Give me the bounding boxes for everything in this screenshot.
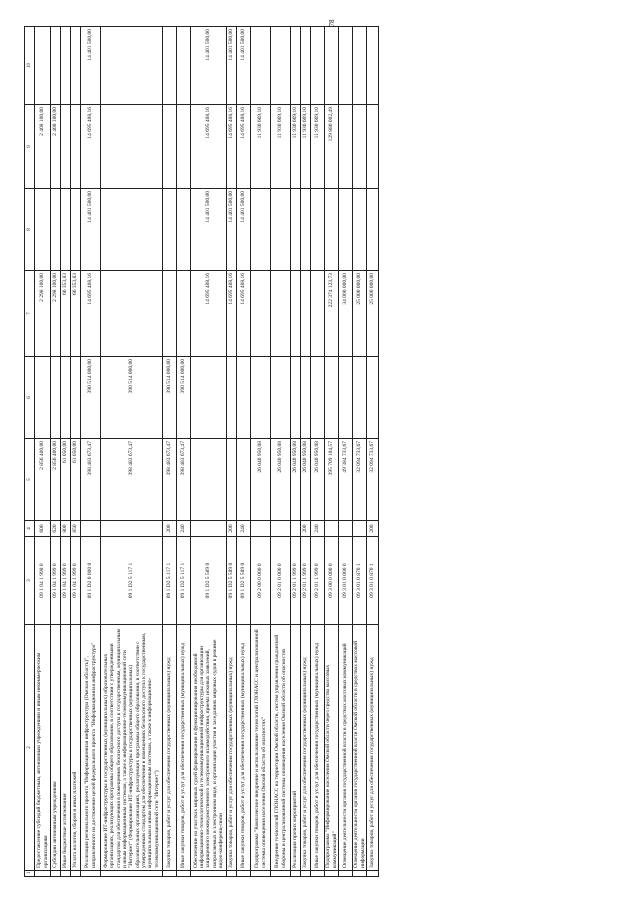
amount-col5 [237, 439, 251, 521]
row-name: Уплата налогов, сборов и иных платежей [71, 625, 81, 871]
amount-col6 [271, 357, 291, 439]
amount-col10 [301, 27, 311, 105]
row-vr [339, 521, 353, 537]
table-row [367, 27, 379, 877]
amount-col5: 26 040 950,08 [271, 439, 291, 521]
table-row [35, 27, 51, 877]
amount-col7 [271, 271, 291, 357]
empty-cell [61, 871, 71, 877]
amount-col6 [339, 357, 353, 439]
row-code: 09 1 D2 5 117 1 [101, 537, 163, 625]
table-row [61, 27, 71, 877]
amount-col8 [101, 189, 163, 271]
table-row [227, 27, 237, 877]
empty-cell [51, 871, 61, 877]
amount-col10 [339, 27, 353, 105]
row-vr: 200 [301, 521, 311, 537]
amount-col9: 2 408 100,00 [35, 105, 51, 189]
row-name: Иные бюджетные ассигнования [61, 625, 71, 871]
amount-col8 [353, 189, 367, 271]
empty-cell [367, 871, 379, 877]
row-vr: 240 [177, 521, 191, 537]
amount-col8 [367, 189, 379, 271]
row-name: Обеспечение на участках мировых судей формирования и функционирования необходимой информационно-технологической и телекоммуникационной инфраструктуры для организации защищенного межведомственного электронного взаимодействия, приема исковых заявлений, направляемых в электронном виде, и организации участия в заседаниях мировых судов в режиме видео-конференц-связи [191, 625, 227, 871]
amount-col7: 2 298 100,00 [51, 271, 61, 357]
empty-cell [271, 871, 291, 877]
row-vr [325, 521, 339, 537]
row-vr: 240 [311, 521, 325, 537]
table-row [101, 27, 163, 877]
col-number: 2 [25, 625, 35, 871]
amount-col9: 2 408 100,00 [51, 105, 61, 189]
amount-col7 [301, 271, 311, 357]
amount-col9: 14 695 408,16 [237, 105, 251, 189]
row-name: Предоставление субсидий бюджетным, автономным учреждениям и иным некоммерческим организациям [35, 625, 51, 871]
row-code: 09 3 01 0 870 1 [367, 537, 379, 625]
row-code: 09 1 D2 0 000 0 [81, 537, 101, 625]
empty-cell [191, 871, 227, 877]
table-row [81, 27, 101, 877]
row-name: Реализация прочих мероприятий [291, 625, 301, 871]
row-code: 09 1 D2 5 117 1 [163, 537, 177, 625]
row-name: Иные закупки товаров, работ и услуг для обеспечения государственных (муниципальных) нужд [237, 625, 251, 871]
amount-col8 [291, 189, 301, 271]
row-vr: 600 [35, 521, 51, 537]
empty-cell [227, 871, 237, 877]
row-name: Закупка товаров, работ и услуг для обеспечения государственных (муниципальных) нужд [227, 625, 237, 871]
amount-col6: 390 514 000,00 [101, 357, 163, 439]
amount-col8 [163, 189, 177, 271]
amount-col5: 26 040 950,08 [311, 439, 325, 521]
amount-col5: 32 094 733,67 [367, 439, 379, 521]
amount-col9: 14 695 408,16 [81, 105, 101, 189]
amount-col10 [325, 27, 339, 105]
amount-col10 [367, 27, 379, 105]
row-vr [291, 521, 301, 537]
table-row [237, 27, 251, 877]
amount-col8: 14 401 500,00 [81, 189, 101, 271]
empty-cell [81, 871, 101, 877]
amount-col10 [101, 27, 163, 105]
amount-col6: 390 514 000,00 [163, 357, 177, 439]
row-code: 09 2 00 0 000 0 [251, 537, 271, 625]
amount-col9 [71, 105, 81, 189]
row-code: 09 1 D2 5 589 0 [237, 537, 251, 625]
row-name: Подпрограмма "Информирование населения Омской области через средства массовых коммуникаций" [325, 625, 339, 871]
amount-col6 [291, 357, 301, 439]
amount-col9: 11 930 669,10 [311, 105, 325, 189]
amount-col7: 222 374 123,73 [325, 271, 339, 357]
amount-col8 [301, 189, 311, 271]
row-vr: 800 [61, 521, 71, 537]
column-number-row [25, 27, 35, 877]
row-code: 09 1 D2 5 589 0 [227, 537, 237, 625]
table-row [163, 27, 177, 877]
row-name: Внедрение технологий ГЛОНАСС на территории Омской области, систем управления гражданской обороны и централизованной системы оповещения населения Омской области об опасностях [271, 625, 291, 871]
table-row [339, 27, 353, 877]
amount-col10 [251, 27, 271, 105]
row-name: Освещение деятельности органов государственной власти Омской области в средствах массовой информации [353, 625, 367, 871]
amount-col5: 398 483 673,47 [101, 439, 163, 521]
table-row [71, 27, 81, 877]
amount-col9 [101, 105, 163, 189]
amount-col9: 14 695 408,16 [227, 105, 237, 189]
table-row [301, 27, 311, 877]
row-vr: 620 [51, 521, 61, 537]
amount-col9: 14 695 408,16 [191, 105, 227, 189]
amount-col8 [177, 189, 191, 271]
amount-col5: 61 050,00 [61, 439, 71, 521]
empty-cell [291, 871, 301, 877]
empty-cell [101, 871, 163, 877]
table-row [353, 27, 367, 877]
amount-col8: 14 401 500,00 [237, 189, 251, 271]
row-name: Формирование ИТ-инфраструктуры в государственных (муниципальных) образовательных организациях, реализующих программы общего образования, в соответствии с утвержденными стандартом для обеспечения в помещениях безопасного доступа к государственным, муниципальным и иным информационным системам, а также к информационно-телекоммуникационной сети "Интернет" (Формирование ИТ-инфраструктуры в государственных (муниципальных) образовательных организациях, реализующих программы общего образования, в соответствии с утвержденным стандартом для обеспечения в помещениях безопасного доступа к государственным, муниципальным и иным информационным системам, а также к информационно-телекоммуникационной сети "Интернет") [101, 625, 163, 871]
empty-cell [311, 871, 325, 877]
amount-col5: 26 040 950,08 [301, 439, 311, 521]
amount-col5: 26 040 950,08 [291, 439, 301, 521]
amount-col10: 14 401 500,00 [81, 27, 101, 105]
budget-table [24, 26, 379, 877]
amount-col10 [35, 27, 51, 105]
amount-col6 [61, 357, 71, 439]
amount-col5: 26 040 950,08 [251, 439, 271, 521]
col-number: 5 [25, 439, 35, 521]
amount-col8 [325, 189, 339, 271]
row-name: Закупка товаров, работ и услуг для обеспечения государственных (муниципальных) нужд [301, 625, 311, 871]
row-name: Освещение деятельности органов государственной власти в средствах массовых коммуникаций [339, 625, 353, 871]
amount-col8 [61, 189, 71, 271]
amount-col10 [291, 27, 301, 105]
col-number: 7 [25, 271, 35, 357]
empty-cell [237, 871, 251, 877]
empty-cell [163, 871, 177, 877]
amount-col5 [227, 439, 237, 521]
row-code: 09 1 D2 5 117 1 [177, 537, 191, 625]
amount-col10 [177, 27, 191, 105]
amount-col5: 398 483 673,47 [163, 439, 177, 521]
amount-col7 [101, 271, 163, 357]
row-vr: 200 [227, 521, 237, 537]
amount-col8: 14 401 500,00 [191, 189, 227, 271]
amount-col10 [271, 27, 291, 105]
row-vr [353, 521, 367, 537]
amount-col10 [71, 27, 81, 105]
amount-col5: 2 856 400,00 [35, 439, 51, 521]
amount-col8 [311, 189, 325, 271]
amount-col9: 11 930 669,10 [251, 105, 271, 189]
col-number: 10 [25, 27, 35, 105]
amount-col8: 14 401 500,00 [227, 189, 237, 271]
table-row [177, 27, 191, 877]
amount-col10: 14 401 500,00 [237, 27, 251, 105]
amount-col6 [227, 357, 237, 439]
amount-col9 [177, 105, 191, 189]
amount-col7: 14 695 408,16 [81, 271, 101, 357]
amount-col6 [353, 357, 367, 439]
row-name: Подпрограмма "Комплексное внедрение и использование технологий ГЛОНАСС и централизованной системы оповещения населения Омской области об опасностях" [251, 625, 271, 871]
amount-col7: 14 695 408,16 [237, 271, 251, 357]
amount-col10 [163, 27, 177, 105]
amount-col7 [311, 271, 325, 357]
col-number: 1 [25, 871, 35, 877]
amount-col7: 34 000 000,00 [339, 271, 353, 357]
amount-col5: 49 384 733,67 [339, 439, 353, 521]
table-row [271, 27, 291, 877]
row-name: Реализация регионального проекта "Информационная инфраструктура (Омская область)", направленного на достижение целей федерального проекта "Информационная инфраструктура" [81, 625, 101, 871]
amount-col10 [51, 27, 61, 105]
amount-col9 [61, 105, 71, 189]
row-vr [251, 521, 271, 537]
empty-cell [325, 871, 339, 877]
row-code: 09 1 04 1 999 0 [51, 537, 61, 625]
amount-col6 [251, 357, 271, 439]
amount-col8 [339, 189, 353, 271]
amount-col8 [271, 189, 291, 271]
empty-cell [35, 871, 51, 877]
row-code: 09 1 04 1 999 0 [61, 537, 71, 625]
amount-col6: 390 514 000,00 [81, 357, 101, 439]
amount-col6 [191, 357, 227, 439]
row-vr [101, 521, 163, 537]
col-number: 9 [25, 105, 35, 189]
amount-col8 [251, 189, 271, 271]
amount-col10 [311, 27, 325, 105]
amount-col6 [367, 357, 379, 439]
amount-col5: 32 094 733,67 [353, 439, 367, 521]
empty-cell [177, 871, 191, 877]
amount-col7: 25 000 000,00 [367, 271, 379, 357]
row-code: 09 1 04 1 998 0 [35, 537, 51, 625]
row-code: 09 3 01 0 870 1 [353, 537, 367, 625]
col-number: 6 [25, 357, 35, 439]
row-vr: 850 [71, 521, 81, 537]
table-body [35, 27, 379, 877]
row-code: 09 2 01 1 999 0 [311, 537, 325, 625]
row-vr [191, 521, 227, 537]
page-number: 78 [328, 19, 336, 27]
amount-col7: 66 353,83 [61, 271, 71, 357]
col-number: 3 [25, 537, 35, 625]
empty-cell [339, 871, 353, 877]
amount-col7 [251, 271, 271, 357]
amount-col6 [325, 357, 339, 439]
amount-col6 [51, 357, 61, 439]
amount-col9 [339, 105, 353, 189]
row-name: Иные закупки товаров, работ и услуг для обеспечения государственных (муниципальных) нужд [311, 625, 325, 871]
col-number: 8 [25, 189, 35, 271]
amount-col9: 11 930 669,10 [301, 105, 311, 189]
amount-col7 [291, 271, 301, 357]
row-vr [271, 521, 291, 537]
row-vr: 240 [237, 521, 251, 537]
row-name: Закупка товаров, работ и услуг для обеспечения государственных (муниципальных) нужд [163, 625, 177, 871]
amount-col7: 14 695 408,16 [227, 271, 237, 357]
row-code: 09 2 01 1 999 0 [291, 537, 301, 625]
amount-col5: 61 050,00 [71, 439, 81, 521]
empty-cell [71, 871, 81, 877]
amount-col10: 14 401 500,00 [191, 27, 227, 105]
col-number: 4 [25, 521, 35, 537]
empty-cell [251, 871, 271, 877]
amount-col7: 14 695 408,16 [191, 271, 227, 357]
table-row [311, 27, 325, 877]
amount-col9 [163, 105, 177, 189]
amount-col7: 2 298 100,00 [35, 271, 51, 357]
table-row [291, 27, 301, 877]
amount-col7: 66 353,83 [71, 271, 81, 357]
amount-col10 [353, 27, 367, 105]
amount-col6 [35, 357, 51, 439]
amount-col10: 14 401 500,00 [227, 27, 237, 105]
row-name: Субсидии автономным учреждениям [51, 625, 61, 871]
amount-col5: 2 856 400,00 [51, 439, 61, 521]
amount-col5: 398 483 673,47 [177, 439, 191, 521]
amount-col9: 11 930 669,10 [271, 105, 291, 189]
amount-col7 [163, 271, 177, 357]
empty-cell [301, 871, 311, 877]
table-row [51, 27, 61, 877]
row-code: 09 3 00 0 000 0 [325, 537, 339, 625]
table-row [191, 27, 227, 877]
amount-col6 [71, 357, 81, 439]
rotated-page [24, 27, 614, 877]
amount-col9: 11 930 669,10 [291, 105, 301, 189]
amount-col9: 129 880 002,49 [325, 105, 339, 189]
row-code: 09 2 01 0 000 0 [271, 537, 291, 625]
row-vr: 200 [163, 521, 177, 537]
amount-col5: 395 709 104,57 [325, 439, 339, 521]
amount-col8 [51, 189, 61, 271]
row-code: 09 2 01 1 999 0 [301, 537, 311, 625]
amount-col10 [61, 27, 71, 105]
amount-col6: 390 514 000,00 [177, 357, 191, 439]
row-name: Иные закупки товаров, работ и услуг для обеспечения государственных (муниципальных) нужд [177, 625, 191, 871]
amount-col5 [191, 439, 227, 521]
amount-col7: 25 000 000,00 [353, 271, 367, 357]
amount-col6 [301, 357, 311, 439]
amount-col5: 398 483 673,47 [81, 439, 101, 521]
row-code: 09 1 D2 5 589 0 [191, 537, 227, 625]
row-vr: 200 [367, 521, 379, 537]
table-row [251, 27, 271, 877]
empty-cell [353, 871, 367, 877]
amount-col6 [311, 357, 325, 439]
row-name: Закупка товаров, работ и услуг для обеспечения государственных (муниципальных) нужд [367, 625, 379, 871]
amount-col9 [367, 105, 379, 189]
table-row [325, 27, 339, 877]
amount-col6 [237, 357, 251, 439]
amount-col8 [35, 189, 51, 271]
amount-col8 [71, 189, 81, 271]
amount-col9 [353, 105, 367, 189]
row-code: 09 3 01 0 000 0 [339, 537, 353, 625]
row-vr [81, 521, 101, 537]
amount-col7 [177, 271, 191, 357]
row-code: 09 1 04 1 999 0 [71, 537, 81, 625]
